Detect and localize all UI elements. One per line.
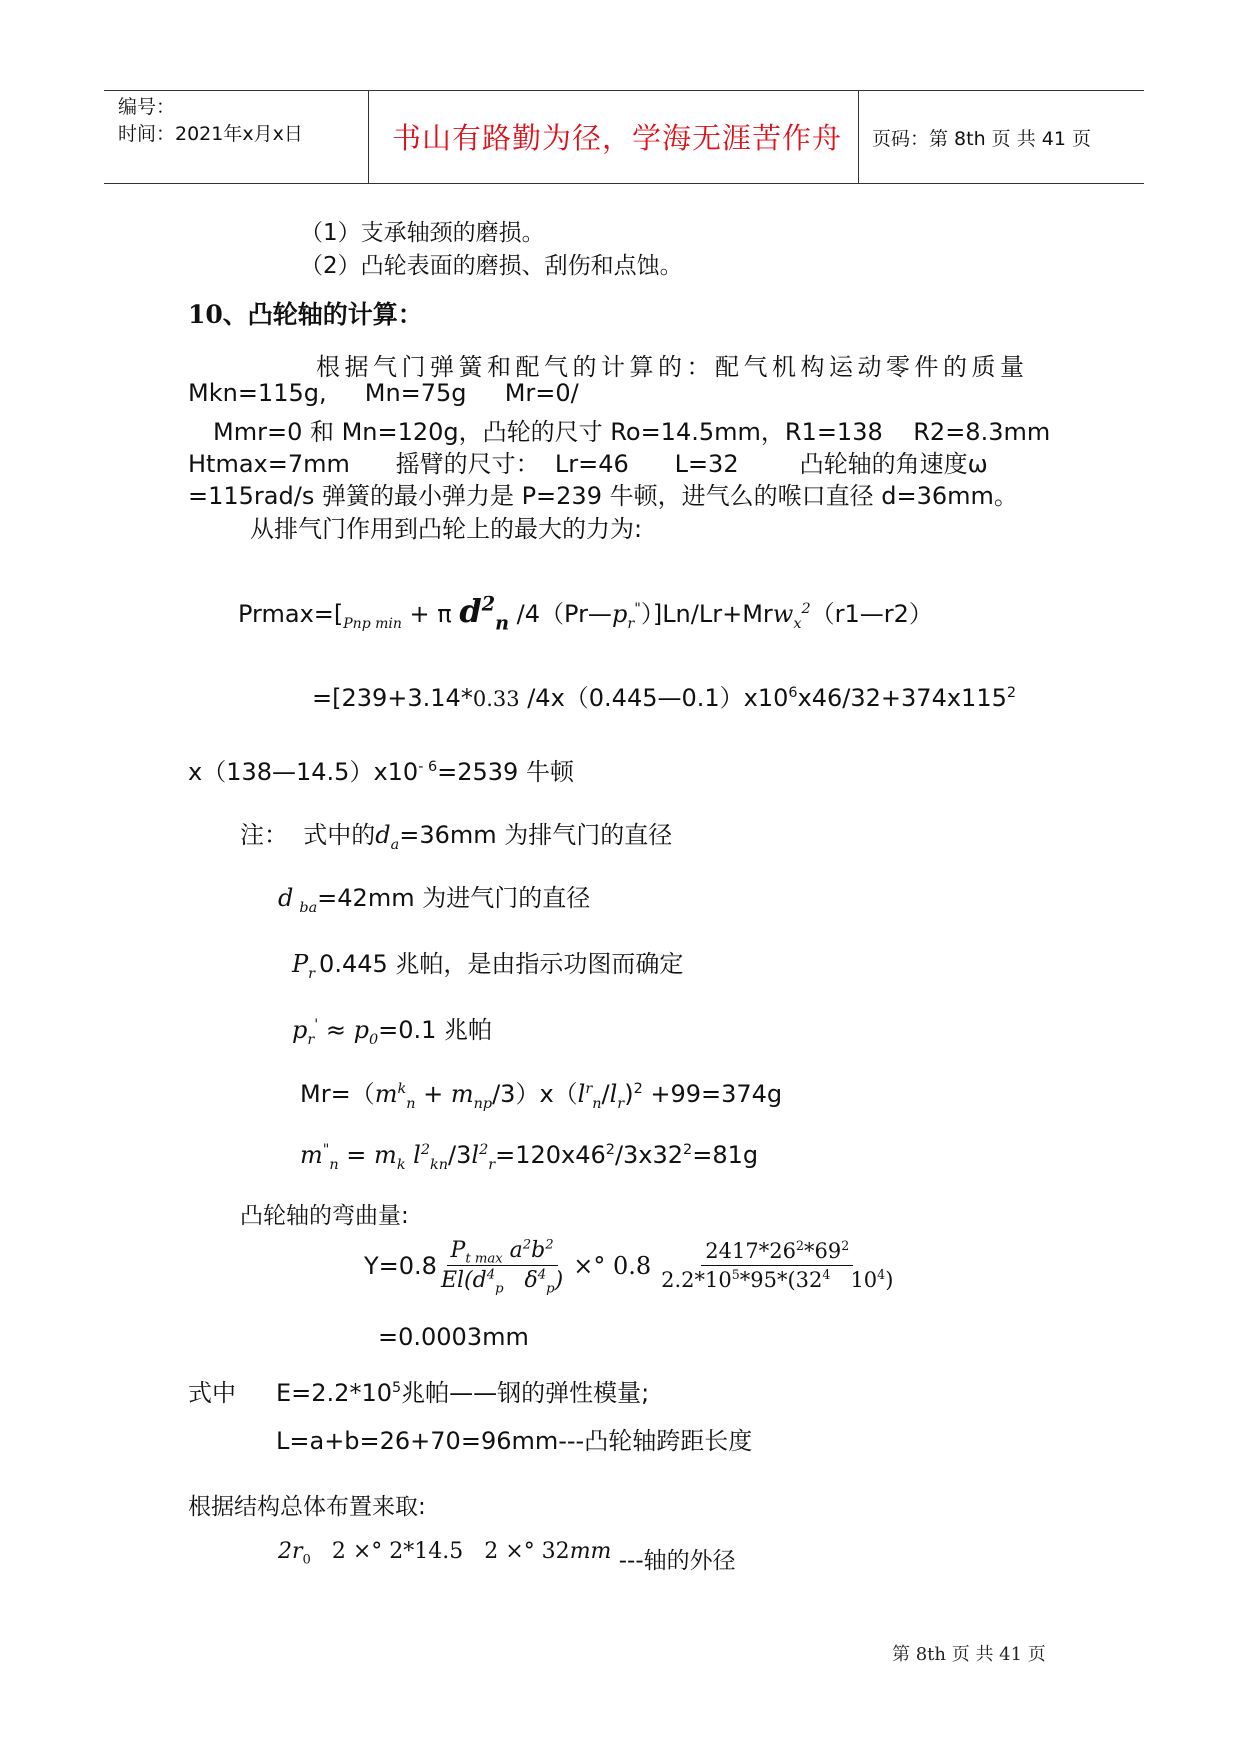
note4-sub2: 0 (368, 1031, 379, 1048)
note-line-2 (278, 878, 591, 916)
note5-l-sub: n (592, 1095, 602, 1112)
y-mid: ×° 0.8 (573, 1251, 652, 1280)
note-line-5 (300, 1074, 783, 1112)
note5-l2-sub: r (617, 1095, 625, 1112)
note2-dba (278, 884, 318, 916)
note5-m2: m (450, 1080, 474, 1108)
note6-mk-sub: k (396, 1156, 406, 1173)
note6-val: =120x46 (495, 1141, 606, 1169)
y-f1-close: ) (554, 1268, 564, 1293)
outer-diameter-formula (278, 1532, 736, 1574)
y-f1-delta: δ (503, 1268, 538, 1293)
y-f2-b-sup: 2 (841, 1238, 850, 1253)
footer-page-number: 第 8th 页 共 41 页 (892, 1644, 1046, 1665)
note5-mnp (450, 1080, 493, 1112)
y-f1-delta-sup: 4 (537, 1267, 547, 1283)
note4-text: =0.1 兆帕 (378, 1016, 493, 1044)
formula2-b-sup: 6 (788, 685, 798, 701)
note3-pr (292, 950, 316, 982)
y-frac1-denominator (437, 1266, 567, 1297)
note6-eq: = (338, 1141, 375, 1169)
formula-substitution (312, 678, 1016, 713)
note6-mn (300, 1141, 339, 1173)
y-f1-a-sup: 2 (522, 1237, 532, 1253)
y-f1-d-sub: p (495, 1281, 504, 1297)
where-line-l: L=a+b=26+70=96mm---凸轮轴跨距长度 (276, 1427, 753, 1455)
formula-w-var: w (772, 600, 794, 628)
note4-sub: r (307, 1031, 315, 1048)
formula-plus-pi: + π (401, 600, 460, 628)
formula-wx (772, 600, 811, 632)
header-number-label: 编号： (118, 96, 176, 118)
note-line-1 (240, 815, 673, 853)
y-f1-delta-sub: p (546, 1281, 555, 1297)
r0-rest: 2 ×° 2*14.5 2 ×° 32 (310, 1539, 570, 1564)
note-line-4 (292, 1010, 493, 1048)
note6-lkn (405, 1141, 449, 1173)
formula-dn-var: d (459, 592, 482, 630)
note5-lnr (577, 1080, 602, 1112)
note4-p0 (353, 1016, 379, 1048)
y-f2-b: *69 (803, 1239, 842, 1263)
formula-end: （r1—r2） (810, 600, 933, 628)
formula-w-sup: 2 (801, 601, 811, 617)
section-title: 10、凸轮轴的计算： (188, 300, 423, 329)
note6-sub: n (329, 1156, 339, 1173)
formula-tail: ）]Ln/Lr+Mr (640, 600, 773, 628)
note6-mid: /3 (448, 1141, 472, 1169)
r0-unit: mm (569, 1539, 612, 1564)
formula3-sup: - 6 (418, 759, 438, 775)
note6-end: =81g (692, 1141, 759, 1169)
formula-pr-var: p (611, 600, 628, 628)
paragraph-line-1: 根据气门弹簧和配气的计算的：配气机构运动零件的质量 (316, 353, 1029, 381)
note4-approx: ≈ (318, 1016, 354, 1044)
y-f1-b: b (531, 1238, 546, 1263)
note-line-3 (292, 944, 684, 982)
where-e-text: 兆帕——钢的弹性模量; (401, 1379, 650, 1407)
formula2-033: 0.33 (472, 687, 520, 711)
header-page-label: 页码：第 8th 页 共 41 页 (872, 128, 1091, 150)
formula-dn (459, 592, 510, 635)
formula2-c: x46/32+374x115 (797, 684, 1007, 712)
y-fraction-2 (657, 1239, 897, 1292)
y-frac2-denominator (657, 1266, 897, 1292)
note-line-6 (300, 1141, 759, 1173)
note1-text: =36mm 为排气门的直径 (399, 821, 673, 849)
where-label: 式中 (188, 1379, 236, 1407)
formula-w-sub: x (793, 615, 802, 632)
note5-lr (609, 1080, 625, 1112)
note5-l2: l (609, 1080, 618, 1108)
note5-sq: 2 (633, 1081, 643, 1097)
y-fraction-1 (437, 1237, 567, 1297)
formula-pr-sup: " (634, 601, 641, 617)
header-top-rule (104, 90, 1144, 91)
note6-l-sup: 2 (420, 1142, 431, 1158)
note-label: 注： 式中的 (240, 821, 376, 849)
note3-text: 0.445 兆帕，是由指示功图而确定 (319, 950, 684, 978)
layout-label: 根据结构总体布置来取: (188, 1494, 426, 1520)
note1-da (375, 821, 400, 853)
formula-result (188, 752, 574, 787)
formula2-b: /4x（0.445—0.1）x10 (519, 684, 789, 712)
note5-l-sup: r (585, 1081, 593, 1097)
note6-lr-var: l (471, 1141, 480, 1169)
y-f1-a: a (502, 1238, 523, 1263)
formula-pnpmin: Pnp min (343, 615, 402, 632)
y-f1-el: El(d (440, 1268, 487, 1293)
note6-mk-var: m (374, 1141, 397, 1169)
y-result: =0.0003mm (378, 1323, 529, 1351)
y-f1-p-sub: t max (465, 1251, 503, 1267)
note6-val-sup: 2 (605, 1142, 615, 1158)
note6-lr (471, 1141, 496, 1173)
formula-deflection (364, 1237, 897, 1297)
note3-var: P (292, 950, 309, 978)
note5-mid: /3）x（ (492, 1080, 578, 1108)
note6-lr-sub: r (488, 1156, 496, 1173)
y-f2-d-sup: 4 (822, 1267, 831, 1282)
note4-sup: ' (314, 1017, 319, 1033)
r0-sub: 0 (302, 1552, 311, 1568)
note6-val2-sup: 2 (683, 1142, 693, 1158)
y-frac2-numerator (701, 1239, 853, 1266)
y-f2-c: 2.2*10 (661, 1268, 732, 1292)
note4-var2: p (353, 1016, 369, 1044)
note6-l: l (405, 1141, 421, 1169)
note4-var: p (292, 1016, 308, 1044)
y-f2-close: ) (885, 1268, 894, 1292)
note2-text: =42mm 为进气门的直径 (317, 884, 591, 912)
paragraph-line-4: Htmax=7mm 摇臂的尺寸： Lr=46 L=32 凸轮轴的角速度ω (188, 450, 988, 478)
r0-text: ---轴的外径 (611, 1548, 736, 1574)
formula3-end: =2539 牛顿 (437, 758, 574, 786)
y-f2-a-sup: 2 (795, 1238, 804, 1253)
note6-l-sub: kn (430, 1156, 449, 1173)
r0-var: 2r (278, 1539, 303, 1564)
where-line-e (188, 1373, 649, 1408)
formula-prmax (238, 592, 933, 635)
formula2-c-sup: 2 (1006, 685, 1017, 701)
y-f1-d-sup: 4 (486, 1267, 496, 1283)
paragraph-line-3: Mmr=0 和 Mn=120g，凸轮的尺寸 Ro=14.5mm，R1=138 R2=8.3mm (213, 418, 1051, 446)
formula-dn-sup: 2 (481, 592, 496, 616)
formula3-a: x（138—14.5）x10 (188, 758, 419, 786)
note5-prefix: Mr=（ (300, 1080, 375, 1108)
paragraph-line-6: 从排气门作用到凸轮上的最大的力为: (250, 515, 643, 543)
note1-sub: a (390, 836, 400, 853)
formula-pr (611, 600, 641, 632)
note5-l: l (577, 1080, 586, 1108)
formula-dn-sub: n (495, 611, 510, 635)
paragraph-line-2: Mkn=115g, Mn=75g Mr=0/ (188, 379, 579, 407)
y-f2-c-sup: 5 (731, 1267, 740, 1282)
note5-plus: + (415, 1080, 451, 1108)
note4-pr (292, 1016, 319, 1048)
formula-pr-sub: r (627, 615, 635, 632)
list-item-1: （1）支承轴颈的磨损。 (300, 220, 545, 246)
note5-m-sub: n (406, 1095, 416, 1112)
note5-slash: / (601, 1080, 610, 1108)
y-f2-e-sup: 4 (877, 1267, 886, 1282)
where-e-sup: 5 (391, 1380, 402, 1396)
note6-sup: " (322, 1142, 330, 1158)
note3-sub: r (308, 965, 316, 982)
note5-m-sup: k (397, 1081, 407, 1097)
note1-var: d (375, 821, 391, 849)
note5-m2-sub: np (473, 1095, 493, 1112)
formula-prmax-prefix: Prmax=[ (238, 600, 344, 628)
paragraph-line-5: =115rad/s 弹簧的最小弹力是 P=239 牛顿，进气么的喉口直径 d=36mm。 (188, 482, 1018, 510)
note6-val2: /3x32 (614, 1141, 684, 1169)
y-f2-e: 10 (830, 1268, 878, 1292)
header-motto: 书山有路勤为径，学海无涯苦作舟 (392, 121, 843, 155)
note6-m: m (300, 1141, 323, 1169)
bend-title: 凸轮轴的弯曲量: (240, 1203, 409, 1229)
y-prefix: Y=0.8 (364, 1251, 437, 1280)
where-e: E=2.2*10 (276, 1379, 392, 1407)
formula-mid: /4（Pr— (509, 600, 612, 628)
note5-end: +99=374g (642, 1080, 783, 1108)
note6-mk (374, 1141, 406, 1173)
note5-mnk (374, 1080, 416, 1112)
y-f2-d: *95*(32 (739, 1268, 823, 1292)
note2-var: d (278, 884, 294, 912)
y-frac1-numerator (447, 1238, 558, 1266)
r0-formula (278, 1539, 612, 1568)
y-f1-p: P (450, 1238, 466, 1263)
header-divider-left (368, 90, 369, 183)
header-divider-right (858, 90, 859, 183)
header-time-label: 时间：2021年x月x日 (118, 123, 303, 145)
note2-sub: ba (299, 899, 318, 916)
y-f1-b-sup: 2 (545, 1237, 554, 1253)
list-item-2: （2）凸轮表面的磨损、刮伤和点蚀。 (300, 253, 683, 279)
header-bottom-rule (104, 183, 1144, 184)
y-f2-a: 2417*26 (705, 1239, 796, 1263)
note5-close: ) (624, 1080, 634, 1108)
formula2-a: =[239+3.14* (312, 684, 473, 712)
note5-m: m (374, 1080, 398, 1108)
note6-lr-sup: 2 (479, 1142, 489, 1158)
